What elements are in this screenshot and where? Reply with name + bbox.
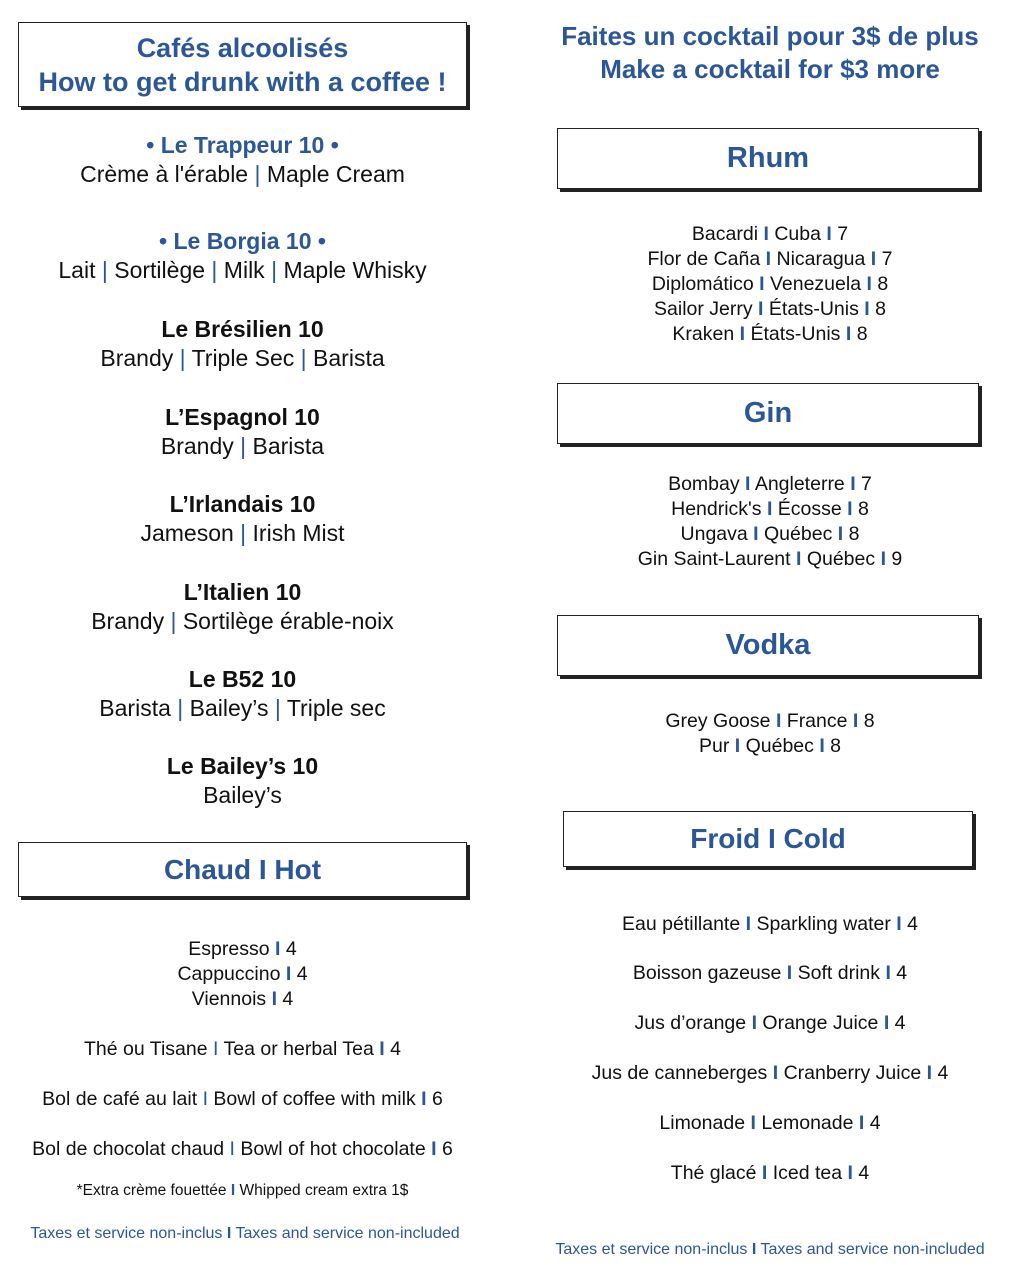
tax-fr: Taxes et service non-inclus [30,1225,223,1242]
origin: Écosse [777,498,842,520]
coffee-item-italien: L’Italien 10 Brandy | Sortilège érable-noix [0,578,485,636]
bullet-icon: • [159,228,168,254]
origin: Québec [745,735,814,757]
ingredient: Irish Mist [252,520,345,546]
hot-item-tea: Thé ou Tisane I Tea or herbal Tea I 4 [84,1038,401,1060]
brand: Gin Saint-Laurent [637,548,791,570]
bullet-icon: • [317,228,326,254]
drink-name-fr: Boisson gazeuse [632,962,782,984]
drink-name-en: Tea or herbal Tea [223,1038,374,1060]
hot-item-viennois: Viennois I 4 [191,988,294,1010]
note-en: Whipped cream extra 1$ [239,1182,409,1199]
origin: États-Unis [750,323,841,345]
brand: Bacardi [691,223,759,245]
drink-name-fr: Bol de chocolat chaud [32,1138,225,1160]
coffee-header-title-fr: Cafés alcoolisés [136,32,349,63]
ingredient: Sortilège [114,257,206,283]
ingredient: Milk [223,257,265,283]
drink-name: Espresso [188,938,270,960]
price: 9 [891,548,903,570]
ingredient: Triple sec [286,695,386,721]
coffee-item-b52: Le B52 10 Barista | Bailey’s | Triple sec [0,665,485,723]
hot-item-bowl-coffee: Bol de café au lait I Bowl of coffee with milk I 6 [42,1088,443,1110]
rhum-item: Kraken I États-Unis I 8 [672,323,868,345]
drink-name-en: Sparkling water [756,913,891,935]
section-title: Rhum [726,142,810,174]
drink-price: 4 [390,1038,401,1060]
ingredient: Lait [58,257,96,283]
coffee-name: L’Italien 10 [183,579,302,605]
bullet-icon: • [330,132,339,158]
hot-section-header [18,842,467,897]
rhum-section-header [557,128,979,189]
tax-en: Taxes and service non-included [760,1241,985,1258]
tax-fr: Taxes et service non-inclus [555,1241,748,1258]
price: 8 [875,298,886,320]
bullet-icon: • [146,132,155,158]
ingredient: Sortilège érable-noix [182,608,394,634]
coffee-name: Le Brésilien 10 [161,316,324,342]
drink-price: 4 [896,962,908,984]
coffee-name: Le Trappeur 10 [160,132,325,158]
drink-price: 4 [296,963,308,985]
ingredient: Brandy [160,433,234,459]
ingredient: Barista [99,695,171,721]
cold-item: Thé glacé I Iced tea I 4 [670,1162,870,1184]
price: 8 [830,735,842,757]
ingredient: Triple Sec [191,345,295,371]
vodka-section-header [557,615,979,676]
hot-item-cappuccino: Cappuccino I 4 [177,963,308,985]
origin: États-Unis [768,298,859,320]
drink-name-en: Cranberry Juice [783,1062,922,1084]
cold-item: Jus de canneberges I Cranberry Juice I 4 [591,1062,949,1084]
ingredient: Bailey’s [189,695,269,721]
gin-list [525,472,1014,572]
drink-name-en: Iced tea [772,1162,843,1184]
cocktail-header-fr: Faites un cocktail pour 3$ de plus [561,21,979,51]
gin-item: Gin Saint-Laurent I Québec I 9 [637,548,903,570]
coffee-item-trappeur: • Le Trappeur 10 • Crème à l'érable | Maple Cream [80,132,405,187]
price: 7 [881,248,893,270]
price: 7 [861,473,872,495]
origin: Angleterre [754,473,845,495]
ingredient: Crème à l'érable [80,161,249,187]
brand: Grey Goose [665,710,771,732]
hot-item-bowl-chocolate: Bol de chocolat chaud I Bowl of hot chocolate I 6 [32,1138,453,1160]
gin-section-header [557,383,979,444]
note-fr: *Extra crème fouettée [76,1182,227,1199]
brand: Bombay [668,473,740,495]
coffee-item-bresilien: Le Brésilien 10 Brandy | Triple Sec | Barista [0,315,485,373]
cocktail-header [525,20,1014,86]
ingredient: Barista [252,433,325,459]
drink-price: 4 [894,1012,906,1034]
brand: Sailor Jerry [654,298,753,320]
tax-note-left: Taxes et service non-inclus I Taxes and service non-included [30,1225,460,1242]
vodka-item: Pur I Québec I 8 [698,735,842,757]
rhum-item: Diplomático I Venezuela I 8 [651,273,889,295]
cold-item: Boisson gazeuse I Soft drink I 4 [632,962,908,984]
cold-item: Eau pétillante I Sparkling water I 4 [622,913,918,935]
coffee-item-borgia: • Le Borgia 10 • Lait | Sortilège | Milk | Maple Whisky [58,228,427,283]
ingredient: Bailey’s [203,782,282,808]
coffee-item-irlandais: L’Irlandais 10 Jameson | Irish Mist [0,490,485,548]
drink-price: 4 [937,1062,949,1084]
brand: Diplomático [651,273,754,295]
coffee-item-baileys [0,752,485,810]
drink-name-en: Bowl of hot chocolate [240,1138,426,1160]
drink-name-en: Orange Juice [762,1012,879,1034]
drink-name-en: Soft drink [797,962,881,984]
section-title: Vodka [725,629,811,661]
tax-note-right: Taxes et service non-inclus I Taxes and service non-included [555,1241,985,1258]
drink-name-en: Bowl of coffee with milk [213,1088,416,1110]
rhum-item: Sailor Jerry I États-Unis I 8 [654,298,886,320]
ingredient: Barista [313,345,385,371]
drink-name-fr: Jus d’orange [634,1012,747,1034]
hot-item-espresso: Espresso I 4 [188,938,297,960]
coffee-name: Le Borgia 10 [173,228,312,254]
ingredient: Maple Cream [266,161,405,187]
price: 8 [877,273,889,295]
section-title: Chaud I Hot [163,853,322,885]
drink-price: 4 [869,1112,881,1134]
coffee-header-box [18,22,467,107]
coffee-name: Le B52 10 [188,666,297,692]
coffee-name: L’Irlandais 10 [169,491,316,517]
drink-price: 6 [441,1138,453,1160]
section-title: Gin [743,397,793,429]
cold-item: Limonade I Lemonade I 4 [659,1112,881,1134]
drink-name-fr: Thé ou Tisane [84,1038,208,1060]
coffee-name: Le Bailey’s 10 [166,753,319,779]
drink-name-fr: Jus de canneberges [591,1062,768,1084]
drink-name-en: Lemonade [761,1112,854,1134]
origin: Nicaragua [776,248,866,270]
gin-item: Ungava I Québec I 8 [680,523,860,545]
brand: Flor de Caña [647,248,761,270]
origin: Québec [764,523,833,545]
brand: Kraken [672,323,735,345]
price: 7 [837,223,849,245]
rhum-item: Flor de Caña I Nicaragua I 7 [647,248,893,270]
rhum-list [525,222,1014,347]
price: 8 [863,710,875,732]
drink-price: 4 [907,913,918,935]
cold-item: Jus d’orange I Orange Juice I 4 [634,1012,906,1034]
ingredient: Brandy [91,608,165,634]
brand: Pur [698,735,730,757]
origin: France [786,710,848,732]
brand: Ungava [680,523,748,545]
coffee-item-espagnol: L’Espagnol 10 Brandy | Barista [0,403,485,461]
price: 8 [858,498,869,520]
ingredient: Maple Whisky [283,257,427,283]
drink-price: 4 [858,1162,870,1184]
drink-name-fr: Thé glacé [670,1162,757,1184]
drink-price: 4 [282,988,294,1010]
drink-name: Cappuccino [177,963,281,985]
price: 8 [848,523,860,545]
drink-name-fr: Limonade [659,1112,746,1134]
drink-name-fr: Eau pétillante [622,913,741,935]
coffee-name: L’Espagnol 10 [165,404,320,430]
cocktail-header-en: Make a cocktail for $3 more [600,54,940,84]
drink-name: Viennois [191,988,267,1010]
brand: Hendrick's [671,498,762,520]
ingredient: Brandy [100,345,174,371]
section-title: Froid I Cold [690,823,846,854]
cold-section-header [563,811,973,867]
vodka-list [525,709,1014,759]
coffee-header-title-en: How to get drunk with a coffee ! [38,66,447,97]
origin: Québec [806,548,876,570]
ingredient: Jameson [140,520,234,546]
gin-item: Hendrick's I Écosse I 8 [671,498,869,520]
tax-en: Taxes and service non-included [235,1225,460,1242]
drink-price: 6 [432,1088,443,1110]
price: 8 [856,323,868,345]
gin-item: Bombay I Angleterre I 7 [668,473,872,495]
drink-price: 4 [285,938,297,960]
rhum-item: Bacardi I Cuba I 7 [691,223,849,245]
origin: Venezuela [769,273,862,295]
drink-name-fr: Bol de café au lait [42,1088,198,1110]
origin: Cuba [774,223,821,245]
vodka-item: Grey Goose I France I 8 [665,710,875,732]
whipped-cream-note: *Extra crème fouettée I Whipped cream extra 1$ [76,1182,409,1199]
